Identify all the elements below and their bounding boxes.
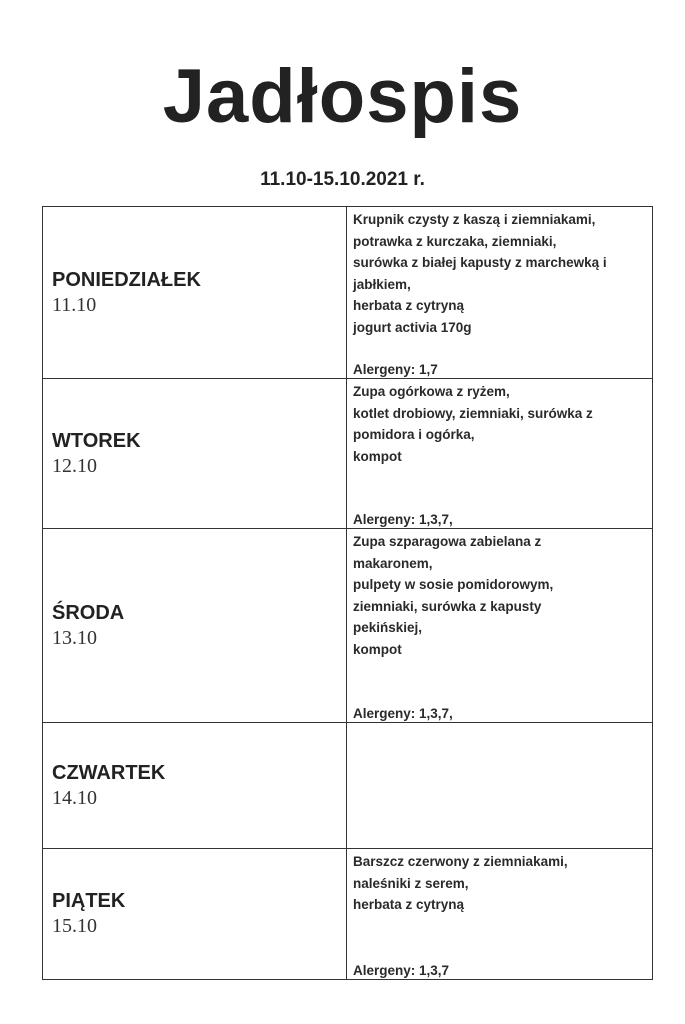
meal-line: potrawka z kurczaka, ziemniaki,: [353, 233, 557, 249]
allergens-label: Alergeny: 1,7: [353, 362, 438, 377]
day-name: CZWARTEK: [52, 761, 166, 784]
meal-line: surówka z białej kapusty z marchewką i: [353, 255, 607, 270]
table-row: [43, 207, 653, 379]
day-cell: [43, 723, 347, 849]
meal-cell: [347, 849, 653, 980]
menu-table: [42, 206, 653, 980]
meal-line: pekińskiej,: [353, 620, 423, 635]
meal-line: jabłkiem,: [353, 276, 411, 292]
table-row: [43, 723, 653, 849]
day-date: 11.10: [52, 293, 97, 316]
table-row: [43, 529, 653, 723]
meal-description: [353, 851, 648, 916]
day-date: 13.10: [52, 626, 97, 649]
meal-line: kotlet drobiowy, ziemniaki, surówka z: [353, 405, 593, 421]
meal-line: herbata z cytryną: [353, 298, 465, 313]
page-title: Jadłospis: [162, 54, 523, 139]
day-name: ŚRODA: [52, 601, 125, 624]
day-cell: [43, 379, 347, 529]
meal-cell: [347, 529, 653, 723]
meal-line: pomidora i ogórka,: [353, 427, 475, 442]
meal-line: herbata z cytryną: [353, 897, 465, 912]
table-row: [43, 379, 653, 529]
table-row: [43, 849, 653, 980]
meal-line: naleśniki z serem,: [353, 875, 469, 891]
allergens-label: Alergeny: 1,3,7: [353, 963, 450, 978]
meal-cell: [347, 723, 653, 849]
meal-line: pulpety w sosie pomidorowym,: [353, 577, 554, 592]
day-date: 15.10: [52, 915, 97, 937]
meal-line: kompot: [353, 641, 402, 657]
meal-description: [353, 531, 648, 660]
meal-line: Krupnik czysty z kaszą i ziemniakami,: [353, 212, 596, 227]
day-name: PONIEDZIAŁEK: [52, 268, 201, 291]
allergens-label: Alergeny: 1,3,7,: [353, 706, 453, 721]
day-name: PIĄTEK: [52, 890, 126, 912]
meal-cell: [347, 379, 653, 529]
meal-line: makaronem,: [353, 555, 433, 571]
meal-cell: [347, 207, 653, 379]
meal-description: [353, 381, 648, 467]
meal-line: Barszcz czerwony z ziemniakami,: [353, 854, 568, 869]
meal-line: kompot: [353, 448, 402, 464]
meal-line: ziemniaki, surówka z kapusty: [353, 598, 542, 614]
meal-description: [353, 209, 648, 338]
day-cell: [43, 207, 347, 379]
meal-line: Zupa ogórkowa z ryżem,: [353, 384, 510, 399]
meal-line: Zupa szparagowa zabielana z: [353, 534, 542, 549]
day-date: 14.10: [52, 786, 97, 809]
meal-line: jogurt activia 170g: [353, 319, 472, 335]
day-cell: [43, 529, 347, 723]
date-range: 11.10-15.10.2021 r.: [260, 169, 425, 190]
day-name: WTOREK: [52, 429, 141, 452]
day-date: 12.10: [52, 454, 97, 477]
day-cell: [43, 849, 347, 980]
allergens-label: Alergeny: 1,3,7,: [353, 512, 453, 527]
